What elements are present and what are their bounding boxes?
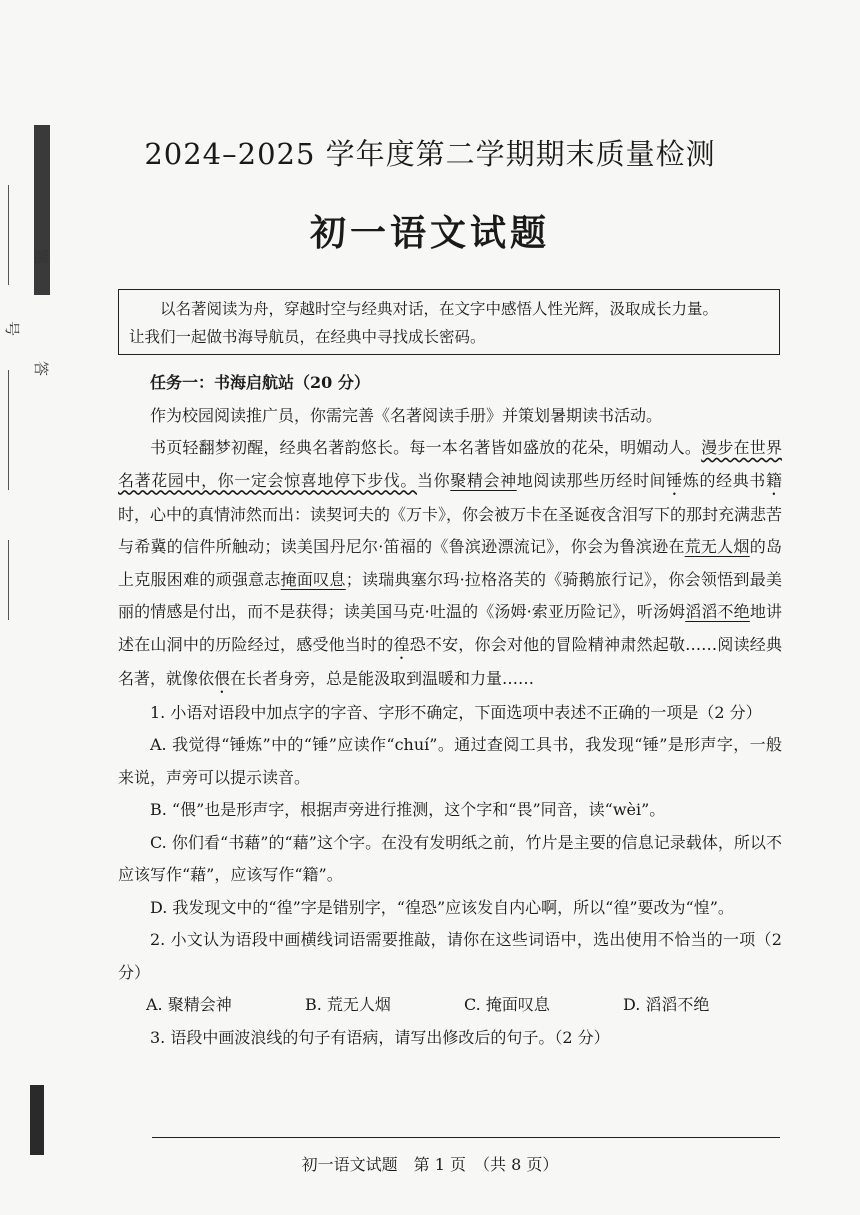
passage-text: 的岛上克服困难的顽强意志 xyxy=(118,537,782,589)
passage-text: ；读瑞典塞尔玛·拉格洛芙的《骑鹅旅行记》，你会领悟到最美丽的情感是付出，而不是获得；读美国马克·吐温的《汤姆·索亚历险记》，听汤姆 xyxy=(118,569,782,621)
task-heading: 任务一：书海启航站（20 分） xyxy=(150,373,370,392)
dotted-char: 锤 xyxy=(666,470,683,490)
question-1-option-d: D. 我发现文中的“徨”字是错别字，“徨恐”应该发自内心啊，所以“徨”要改为“惶”。 xyxy=(150,897,734,917)
page-footer: 初一语文试题 第 1 页 （共 8 页） xyxy=(301,1155,559,1174)
question-2-option: D. 滔滔不绝 xyxy=(623,995,710,1014)
reading-passage xyxy=(118,432,782,697)
question-2-option: A. 聚精会神 xyxy=(146,995,232,1014)
margin-char-top: 题 xyxy=(32,248,51,265)
exam-title: 2024–2025 学年度第二学期期末质量检测 xyxy=(144,137,716,171)
task-intro: 作为校园阅读推广员，你需完善《名著阅读手册》并策划暑期读书活动。 xyxy=(150,405,663,425)
dotted-char: 籍 xyxy=(765,470,782,490)
question-2-option: B. 荒无人烟 xyxy=(305,995,391,1014)
underlined-word: 聚精会神 xyxy=(450,470,517,490)
footer-divider xyxy=(152,1137,780,1138)
intro-box xyxy=(118,289,780,355)
question-2-option: C. 掩面叹息 xyxy=(464,995,550,1014)
dotted-char: 徨 xyxy=(393,634,410,654)
underlined-word: 荒无人烟 xyxy=(684,537,750,556)
binding-margin xyxy=(0,0,80,1215)
wavy-underlined-sentence: 漫步在世界名著花园中，你一定会惊喜地停下步伐。 xyxy=(118,438,782,490)
underlined-word: 滔滔不绝 xyxy=(685,602,750,621)
passage-text: 恐不安，你会对他的冒险精神肃然起敬……阅读经典名著，就像依 xyxy=(118,634,782,688)
intro-line-1: 以名著阅读为舟，穿越时空与经典对话，在文字中感悟人性光辉，汲取成长力量。 xyxy=(160,300,719,318)
passage-text: 炼的经典书 xyxy=(682,470,766,490)
passage-text: 地讲述在山洞中的历险经过，感受他当时的 xyxy=(118,602,782,654)
margin-line xyxy=(8,540,9,620)
passage-text: 时，心中的真情沛然而出：读契诃夫的《万卡》，你会被万卡在圣诞夜含泪写下的那封充满悲苦与希冀的信件所触动；读美国丹尼尔·笛福的《鲁滨逊漂流记》，你会为鲁滨逊在 xyxy=(118,504,783,556)
binding-mark xyxy=(30,1085,44,1155)
question-1-option-a: A. 我觉得“锤炼”中的“锤”应读作“chuí”。通过查阅工具书，我发现“锤”是形声字，一般来说，声旁可以提示读音。 xyxy=(118,735,782,787)
margin-char-mid: 号 xyxy=(3,320,22,337)
underlined-word: 掩面叹息 xyxy=(280,569,346,589)
question-2-stem: 2. 小文认为语段中画横线词语需要推敲，请你在这些词语中，选出使用不恰当的一项（2 分） xyxy=(118,930,782,982)
question-1-stem: 1. 小语对语段中加点字的字音、字形不确定，下面选项中表述不正确的一项是（2 分） xyxy=(150,702,762,722)
question-2-options xyxy=(118,989,782,1022)
dotted-char: 偎 xyxy=(214,668,231,688)
question-1-option-b: B. “偎”也是形声字，根据声旁进行推测，这个字和“畏”同音，读“wèi”。 xyxy=(150,800,666,819)
passage-text: 地阅读那些历经时间 xyxy=(516,470,667,490)
task-content xyxy=(118,367,782,1054)
question-1-option-c: C. 你们看“书藉”的“藉”这个字。在没有发明纸之前，竹片是主要的信息记录载体，所以不应该写作“藉”，应该写作“籍”。 xyxy=(118,832,782,884)
passage-text: 书页轻翻梦初醒，经典名著韵悠长。每一本名著皆如盛放的花朵，明媚动人。 xyxy=(150,438,702,457)
intro-line-2: 让我们一起做书海导航员，在经典中寻找成长密码。 xyxy=(129,328,486,346)
question-3-stem: 3. 语段中画波浪线的句子有语病，请写出修改后的句子。（2 分） xyxy=(150,1027,610,1047)
subject-title: 初一语文试题 xyxy=(309,212,550,254)
passage-text: 当你 xyxy=(417,470,451,490)
passage-text: 在长者身旁，总是能汲取到温暖和力量…… xyxy=(230,668,535,688)
margin-char-bottom: 答 xyxy=(32,360,51,377)
margin-line xyxy=(8,370,9,490)
